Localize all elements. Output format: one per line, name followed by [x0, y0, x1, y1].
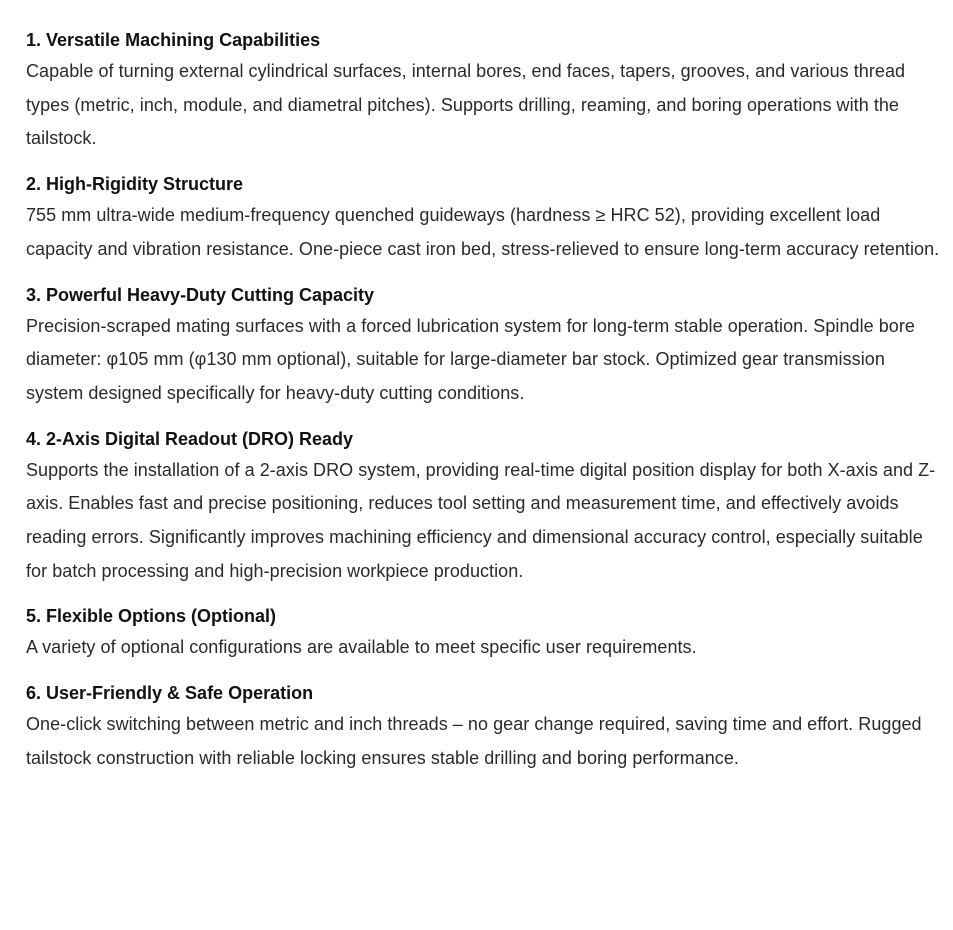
feature-title: 2. High-Rigidity Structure: [26, 174, 244, 195]
feature-title: 4. 2-Axis Digital Readout (DRO) Ready: [26, 428, 354, 449]
feature-section-user-friendly: [26, 681, 941, 775]
feature-section-dro-ready: [26, 427, 941, 589]
feature-description: Supports the installation of a 2-axis DRO system, providing real-time digital position display for both X-axis and Z-axis. Enables fast and precise positioning, reduces tool setting and measurement time, and effectively avoids reading errors. Significantly improves machining efficiency and dimensional accuracy control, especially suitable for batch processing and high-precision workpiece production.: [26, 459, 936, 581]
feature-section-flexible-options: [26, 604, 941, 665]
feature-title: 1. Versatile Machining Capabilities: [26, 30, 321, 50]
feature-list: [26, 28, 941, 792]
feature-description: Capable of turning external cylindrical surfaces, internal bores, end faces, tapers, grooves, and various thread types (metric, inch, module, and diametral pitches). Supports drilling, reaming, and boring operations with the tailstock.: [26, 61, 906, 149]
feature-section-high-rigidity: [26, 172, 941, 266]
feature-title: 6. User-Friendly & Safe Operation: [26, 683, 314, 704]
feature-section-heavy-duty-cutting: [26, 283, 941, 411]
feature-description: A variety of optional configurations are available to meet specific user requirements.: [26, 637, 697, 658]
feature-title: 5. Flexible Options (Optional): [26, 606, 277, 627]
feature-section-versatile-machining: [26, 28, 941, 156]
feature-description: One-click switching between metric and inch threads – no gear change required, saving time and effort. Rugged tailstock construction with reliable locking ensures stable drilling and boring performance.: [26, 714, 922, 768]
feature-description: 755 mm ultra-wide medium-frequency quenched guideways (hardness ≥ HRC 52), providing excellent load capacity and vibration resistance. One-piece cast iron bed, stress-relieved to ensure long-term accuracy retention.: [26, 205, 940, 259]
feature-title: 3. Powerful Heavy-Duty Cutting Capacity: [26, 284, 375, 305]
feature-description: Precision-scraped mating surfaces with a forced lubrication system for long-term stable operation. Spindle bore diameter: φ105 mm (φ130 mm optional), suitable for large-diameter bar stock. Optimized gear transmission system designed specifically for heavy-duty cutting conditions.: [26, 315, 915, 403]
